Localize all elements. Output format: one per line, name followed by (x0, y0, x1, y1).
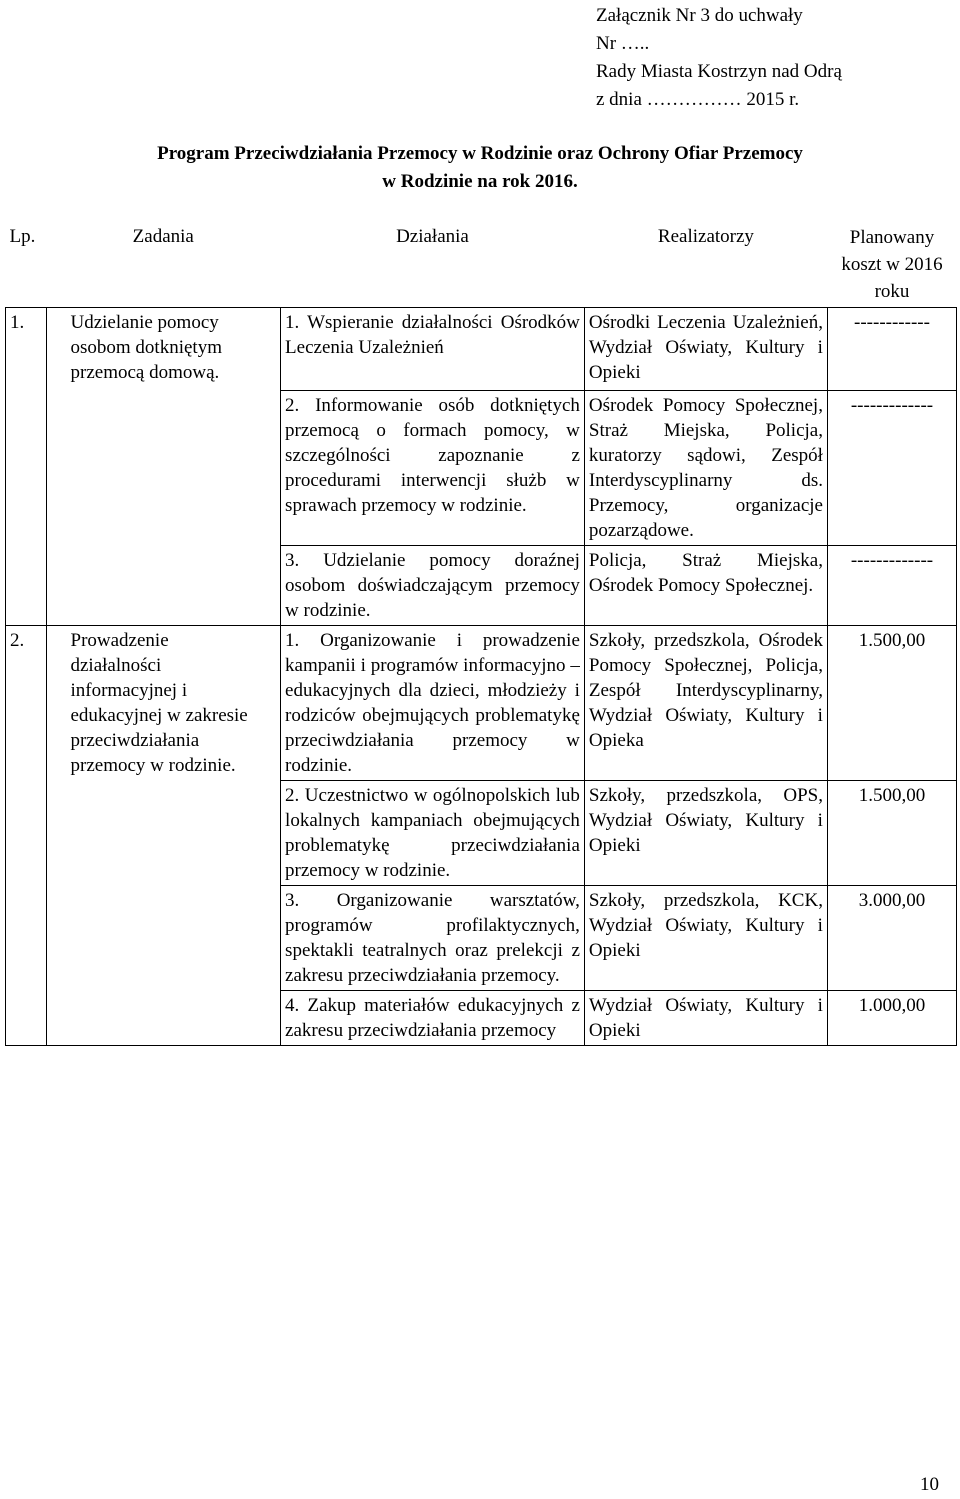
table-row (6, 308, 957, 391)
realizatorzy-cell: Policja, Straż Miejska, Ośrodek Pomocy Społecznej. (584, 546, 827, 626)
row-lp: 2. (6, 626, 47, 1046)
annex-line: Rady Miasta Kostrzyn nad Odrą (596, 61, 842, 82)
dzialanie-cell: 1. Wspieranie działalności Ośrodków Leczenia Uzależnień (281, 308, 585, 391)
annex-header (596, 2, 842, 114)
realizatorzy-cell: Szkoły, przedszkola, Ośrodek Pomocy Społecznej, Policja, Zespół Interdyscyplinarny, Wydział Oświaty, Kultury i Opieka (584, 626, 827, 781)
realizatorzy-cell: Wydział Oświaty, Kultury i Opieki (584, 991, 827, 1046)
dzialanie-cell: 2. Informowanie osób dotkniętych przemocą o formach pomocy, w szczególności zapoznanie z procedurami interwencji służb w sprawach przemocy w rodzinie. (281, 391, 585, 546)
koszt-cell: ------------ (827, 308, 956, 391)
page-number: 10 (920, 1474, 939, 1495)
annex-line: z dnia …………… 2015 r. (596, 89, 800, 110)
row-zadanie: Prowadzenie działalności informacyjnej i edukacyjnej w zakresie przeciwdziałania przemocy w rodzinie. (46, 626, 281, 1046)
header-realizatorzy: Realizatorzy (584, 222, 827, 308)
realizatorzy-cell: Ośrodki Leczenia Uzależnień, Wydział Oświaty, Kultury i Opieki (584, 308, 827, 391)
dzialanie-cell: 2. Uczestnictwo w ogólnopolskich lub lokalnych kampaniach obejmujących problematykę przeciwdziałania przemocy w rodzinie. (281, 781, 585, 886)
dzialanie-cell: 3. Udzielanie pomocy doraźnej osobom doświadczającym przemocy w rodzinie. (281, 546, 585, 626)
table-header-row (6, 222, 957, 308)
annex-line: Załącznik Nr 3 do uchwały (596, 5, 803, 26)
koszt-cell: 1.000,00 (827, 991, 956, 1046)
dzialanie-cell: 1. Organizowanie i prowadzenie kampanii i programów informacyjno – edukacyjnych dla dzieci, młodzieży i rodziców obejmujących problematykę przeciwdziałania przemocy w rodzinie. (281, 626, 585, 781)
realizatorzy-cell: Szkoły, przedszkola, OPS, Wydział Oświaty, Kultury i Opieki (584, 781, 827, 886)
dzialanie-cell: 3. Organizowanie warsztatów, programów profilaktycznych, spektakli teatralnych oraz prelekcji z zakresu przeciwdziałania przemocy. (281, 886, 585, 991)
header-zadania: Zadania (46, 222, 281, 308)
koszt-cell: 1.500,00 (827, 781, 956, 886)
koszt-cell: 1.500,00 (827, 626, 956, 781)
table-row (6, 626, 957, 781)
koszt-cell: 3.000,00 (827, 886, 956, 991)
koszt-cell: ------------- (827, 391, 956, 546)
header-dzialania: Działania (281, 222, 585, 308)
title-line-1: Program Przeciwdziałania Przemocy w Rodzinie oraz Ochrony Ofiar Przemocy (157, 143, 803, 164)
dzialanie-cell: 4. Zakup materiałów edukacyjnych z zakresu przeciwdziałania przemocy (281, 991, 585, 1046)
koszt-cell: ------------- (827, 546, 956, 626)
row-lp: 1. (6, 308, 47, 626)
header-lp: Lp. (6, 222, 47, 308)
realizatorzy-cell: Ośrodek Pomocy Społecznej, Straż Miejska, Policja, kuratorzy sądowi, Zespół Interdyscyplinarny ds. Przemocy, organizacje pozarządowe. (584, 391, 827, 546)
program-table (5, 222, 957, 1046)
row-zadanie: Udzielanie pomocy osobom dotkniętym przemocą domową. (46, 308, 281, 626)
title-line-2: w Rodzinie na rok 2016. (382, 171, 578, 192)
document-title (0, 140, 960, 196)
header-koszt: Planowany koszt w 2016 roku (827, 222, 956, 308)
annex-line: Nr ….. (596, 33, 650, 54)
realizatorzy-cell: Szkoły, przedszkola, KCK, Wydział Oświaty, Kultury i Opieki (584, 886, 827, 991)
